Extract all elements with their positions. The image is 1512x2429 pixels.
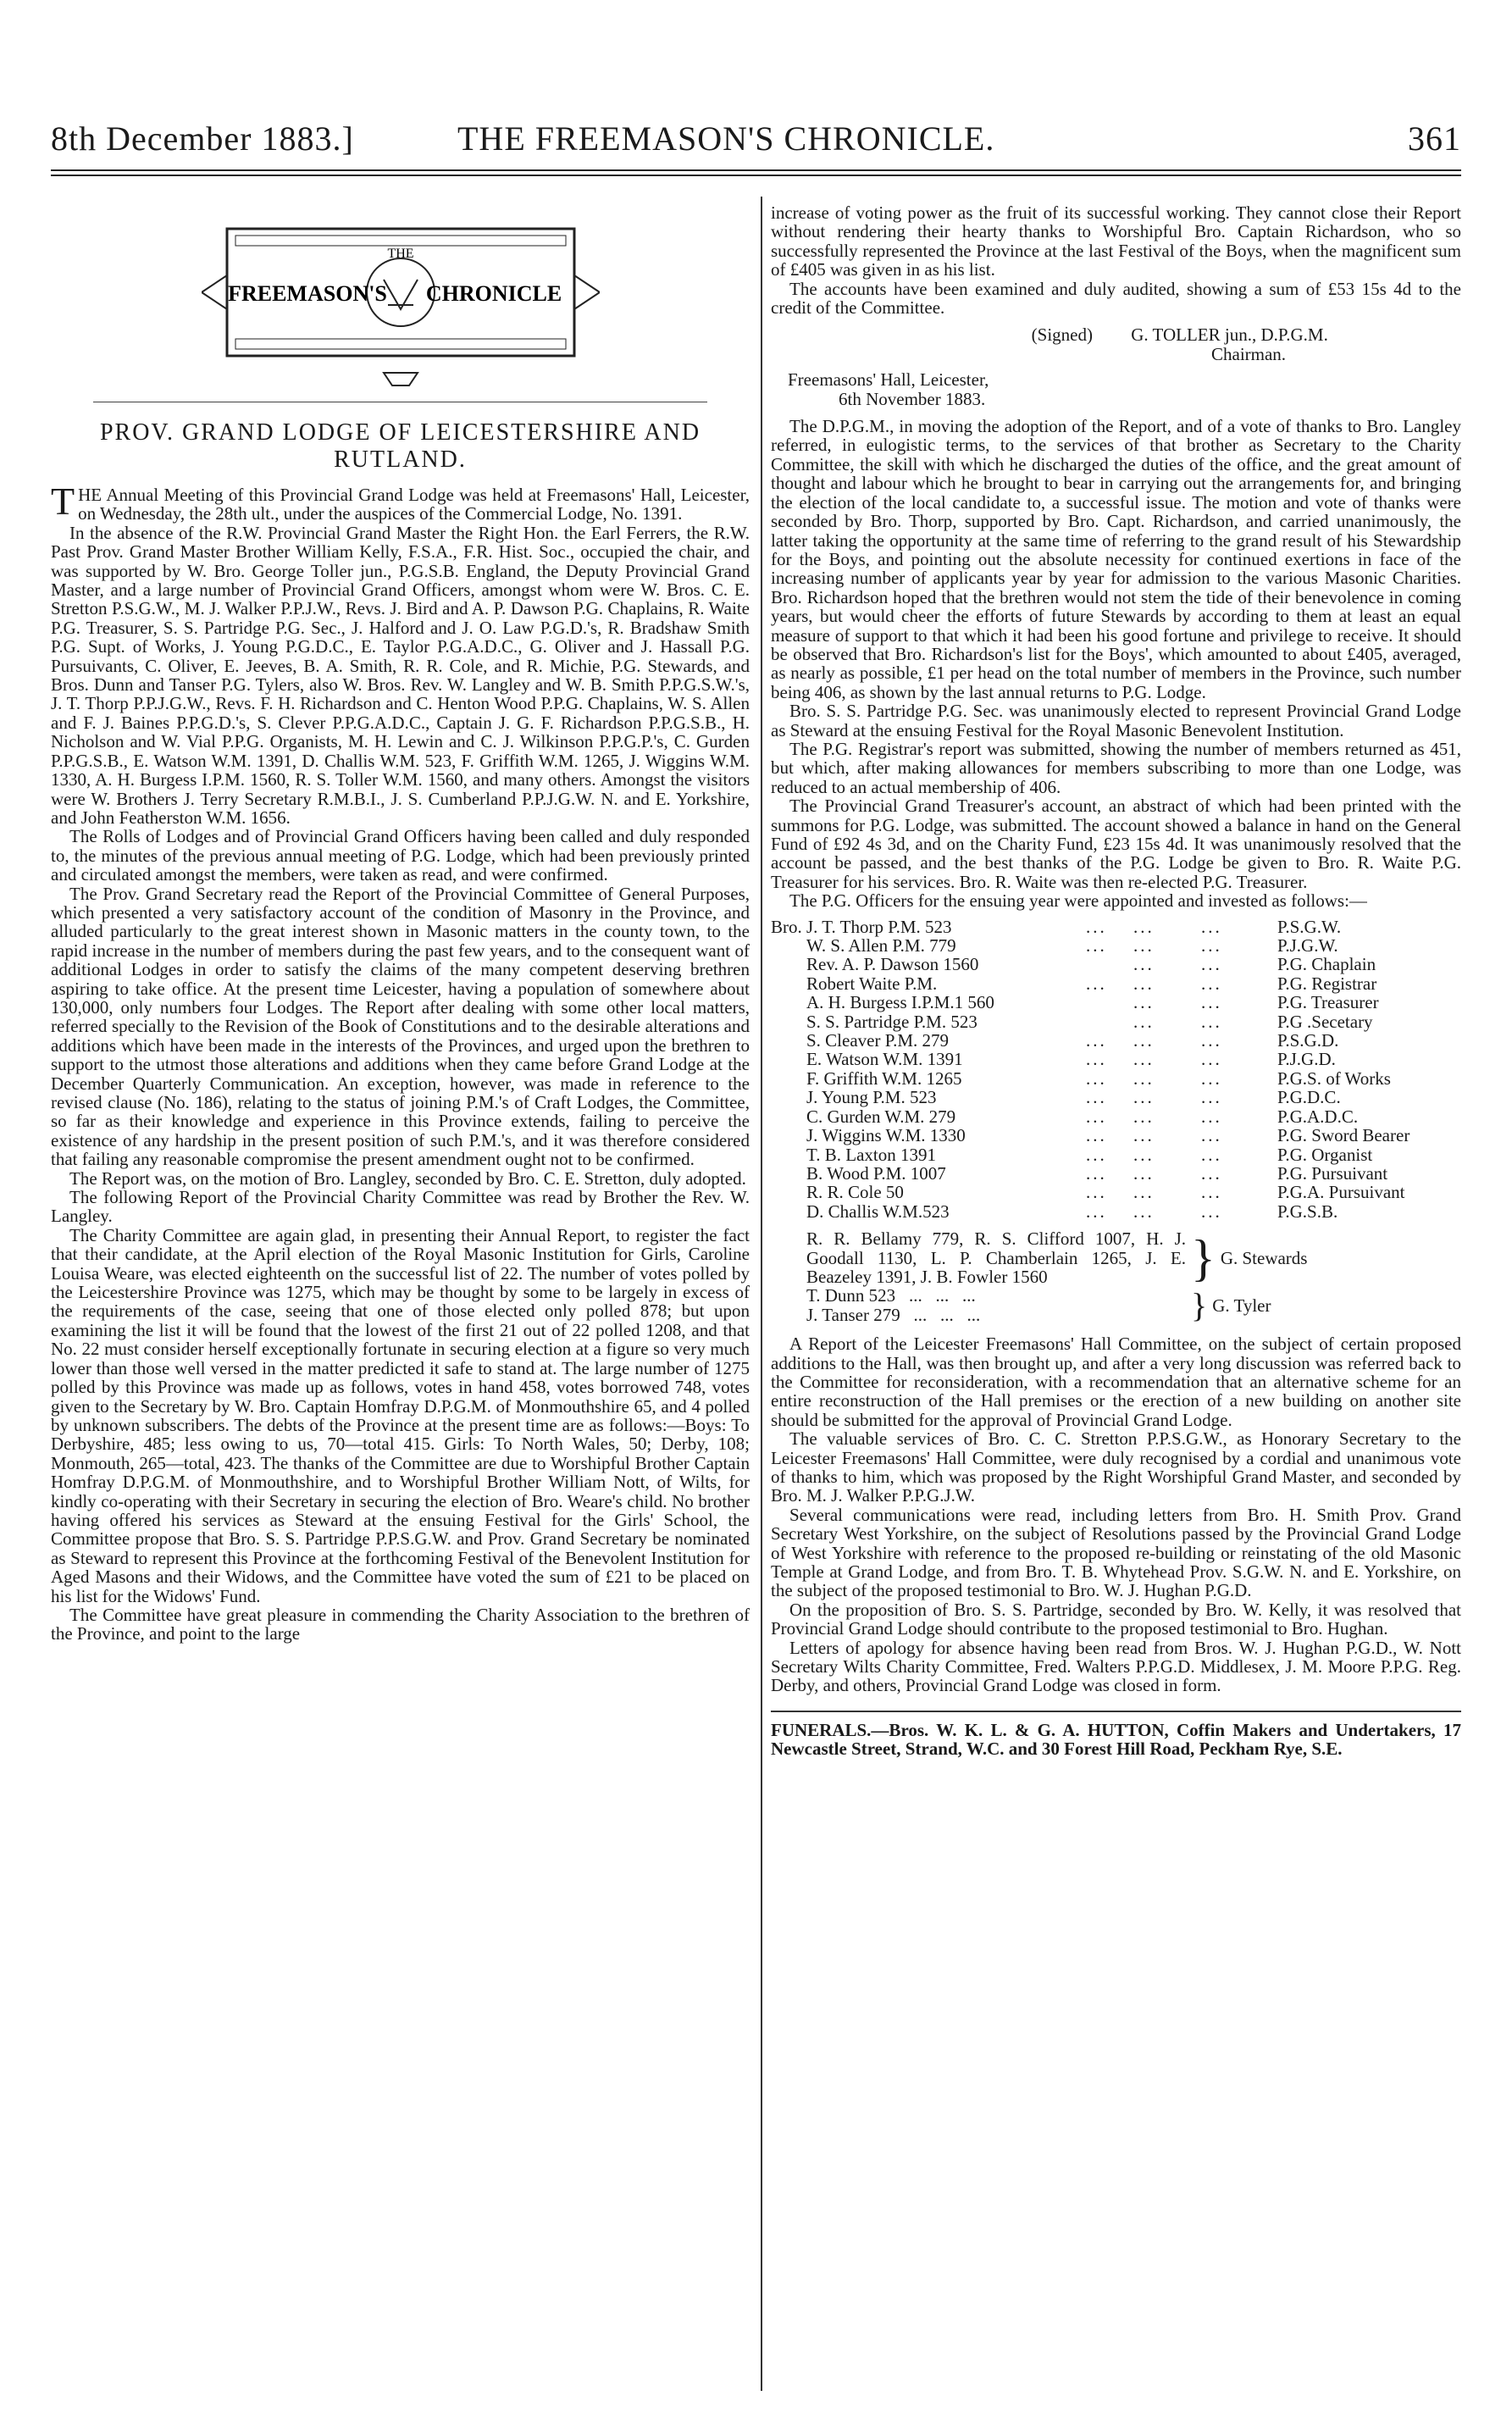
funerals-advertisement: FUNERALS.—Bros. W. K. L. & G. A. HUTTON, Coffin Makers and Undertakers, 17 Newcastle Street, Strand, W.C. and 30 Forest Hill Road, Peckham Rye, S.E. [771, 1711, 1461, 1759]
leader-dots: ... [1133, 1201, 1155, 1222]
leader-dots: ... [1133, 916, 1155, 937]
paragraph: Bro. S. S. Partridge P.G. Sec. was unanimously elected to represent Provincial Grand Lodge as Steward at the ensuing Festival for the Royal Masonic Benevolent Institution. [771, 701, 1461, 740]
leader-dots: ... [1201, 1144, 1222, 1165]
paragraph: The Report was, on the motion of Bro. Langley, seconded by Bro. C. E. Stretton, duly adopted. [69, 1167, 746, 1189]
officer-row [771, 1012, 1410, 1031]
leader-dots: ... [1086, 1049, 1107, 1070]
leader-dots: ... [1201, 1068, 1222, 1089]
officer-prefix [771, 1069, 806, 1088]
paragraph: A Report of the Leicester Freemasons' Hall Committee, on the subject of certain proposed additions to the Hall, was then brought up, and after a very long discussion was referred back to the Committee for reconsideration, with a recommendation that an alternative scheme for an entire reconstruction of the Hall premises or the erection of a new building on another site should be submitted for the approval of Provincial Grand Lodge. [771, 1334, 1461, 1430]
paragraph: On the proposition of Bro. S. S. Partridge, seconded by Bro. W. Kelly, it was resolved that Provincial Grand Lodge should contribute to the proposed testimonial to Bro. Hughan. [771, 1599, 1461, 1639]
officer-office: P.J.G.W. [1277, 935, 1338, 957]
stewards-office: G. Stewards [1220, 1247, 1308, 1268]
officer-row [771, 918, 1410, 936]
leader-dots: ... [1133, 992, 1155, 1013]
officer-office: P.G.D.C. [1277, 1087, 1341, 1108]
tylers-office: G. Tyler [1212, 1295, 1271, 1316]
leader-dots: ... [1201, 1087, 1222, 1108]
officer-office: P.G. Registrar [1277, 973, 1377, 994]
officer-row [771, 1145, 1410, 1164]
officer-name: B. Wood P.M. 1007 [806, 1162, 946, 1184]
leader-dots: ... [1201, 1030, 1222, 1051]
address-block [788, 370, 1461, 408]
officers-table [771, 918, 1410, 1222]
leader-dots: ... [1133, 1125, 1155, 1146]
leader-dots: ... [1201, 1011, 1222, 1032]
leader-dots: ... [1201, 935, 1222, 957]
signatory-role: Chairman. [1211, 343, 1287, 364]
officer-name: C. Gurden W.M. 279 [806, 1106, 956, 1127]
officer-prefix [771, 1202, 806, 1221]
paragraph: The Rolls of Lodges and of Provincial Grand Officers having been called and duly responded to, the minutes of the previous annual meeting of P.G. Lodge, which had been previously printed and circulated amongst the members, were taken as read, and were confirmed. [51, 826, 750, 885]
officer-row [771, 955, 1410, 973]
officer-prefix [771, 1107, 806, 1126]
issue-date: 8th December 1883.] [51, 119, 354, 158]
leader-dots: ... [1086, 973, 1107, 994]
leader-dots: ... [1201, 1201, 1222, 1222]
leader-dots: ... [1086, 1162, 1107, 1184]
officer-row [771, 1164, 1410, 1183]
officer-name: A. H. Burgess I.P.M.1 560 [806, 992, 994, 1013]
officer-office: P.S.G.W. [1277, 916, 1342, 937]
officer-office: P.G.S.B. [1277, 1201, 1338, 1222]
signatory-name: G. TOLLER jun., D.P.G.M. [1131, 324, 1328, 346]
officer-row [771, 974, 1410, 993]
officer-prefix [771, 1031, 806, 1050]
leader-dots: ... [1086, 1087, 1107, 1108]
officer-name: D. Challis W.M.523 [806, 1201, 950, 1222]
header-rule [51, 169, 1461, 171]
officer-prefix [771, 1012, 806, 1031]
leader-dots: ... [1201, 916, 1222, 937]
officer-name: T. B. Laxton 1391 [806, 1144, 937, 1165]
leader-dots: ... [1133, 1068, 1155, 1089]
leader-dots: ... [1133, 1182, 1155, 1203]
leader-dots: ... [1086, 1106, 1107, 1127]
paragraph: The following Report of the Provincial Charity Committee was read by Brother the Rev. W. Langley. [51, 1187, 750, 1227]
paragraph: Letters of apology for absence having been read from Bros. W. J. Hughan P.G.D., W. Nott Secretary Wilts Charity Committee, Fred. Walters P.P.G.D. Middlesex, J. M. Moore P.P.G. Reg. Derby, and others, Provincial Grand Lodge was closed in form. [771, 1637, 1461, 1696]
officer-name: J. Young P.M. 523 [806, 1087, 937, 1108]
stewards-names: R. R. Bellamy 779, R. S. Clifford 1007, H. J. Goodall 1130, L. P. Chamberlain 1265, J. E. Beazeley 1391, J. B. Fowler 1560 [806, 1228, 1186, 1287]
officer-office: P.G. Chaplain [1277, 954, 1376, 975]
signature-block [771, 325, 1461, 363]
officer-name: E. Watson W.M. 1391 [806, 1049, 963, 1070]
right-column [771, 203, 1461, 1759]
address-line: Freemasons' Hall, Leicester, [788, 369, 989, 391]
paragraph: The P.G. Registrar's report was submitted, showing the number of members returned as 451, but which, after making allowances for members subscribing to more than one Lodge, was reduced to an actual membership of 406. [771, 738, 1461, 797]
paragraph: increase of voting power as the fruit of its successful working. They cannot close their Report without rendering their hearty thanks to Worshipful Bro. Captain Richardson, who so successfully represented the Province at the last Festival of the Boys, when the magnificent sum of £405 was given in as his list. [771, 202, 1461, 280]
left-column [51, 203, 750, 1644]
column-divider [761, 197, 762, 2391]
leader-dots: ... [1201, 1162, 1222, 1184]
officer-name: W. S. Allen P.M. 779 [806, 935, 956, 957]
leader-dots: ... [1201, 1049, 1222, 1070]
leader-dots: ... [1133, 1162, 1155, 1184]
paragraph: The P.G. Officers for the ensuing year were appointed and invested as follows:— [789, 890, 1367, 912]
officer-row [771, 1069, 1410, 1088]
officer-office: P.G. Treasurer [1277, 992, 1379, 1013]
officer-row [771, 1107, 1410, 1126]
officer-name: S. Cleaver P.M. 279 [806, 1030, 949, 1051]
officer-office: P.G.A.D.C. [1277, 1106, 1359, 1127]
officer-name: Rev. A. P. Dawson 1560 [806, 954, 979, 975]
leader-dots: ... [1133, 1049, 1155, 1070]
officer-prefix [771, 1164, 806, 1183]
leader-dots: ... [1133, 1106, 1155, 1127]
brace-icon: } [1191, 1229, 1216, 1286]
officer-name: F. Griffith W.M. 1265 [806, 1068, 962, 1089]
tylers-group [806, 1286, 1461, 1324]
officer-prefix [771, 1183, 806, 1201]
leader-dots: ... [1133, 1087, 1155, 1108]
officer-name: J. Wiggins W.M. 1330 [806, 1125, 966, 1146]
leader-dots [1086, 955, 1133, 973]
officer-row [771, 993, 1410, 1012]
leader-dots: ... [1086, 1125, 1107, 1146]
paragraph: The accounts have been examined and duly audited, showing a sum of £53 15s 4d to the credit of the Committee. [771, 278, 1461, 319]
officer-prefix: Bro. [771, 916, 802, 937]
officer-name: R. R. Cole 50 [806, 1182, 904, 1203]
officer-prefix [771, 993, 806, 1012]
officer-row [771, 936, 1410, 955]
officer-office: P.J.G.D. [1277, 1049, 1336, 1070]
logo-right-text: CHRONICLE [425, 281, 562, 306]
officer-office: P.G. Organist [1277, 1144, 1373, 1165]
paragraph: The Provincial Grand Treasurer's account, an abstract of which had been printed with the summons for P.G. Lodge, was submitted. The account showed a balance in hand on the General Fund of £92 4s 3d, and on the Charity Fund, £23 15s 4d. It was unanimously resolved that the account be passed, and the best thanks of the P.G. Lodge be given to Bro. R. Waite P.G. Treasurer for his services. Bro. R. Waite was then re-elected P.G. Treasurer. [771, 796, 1461, 892]
leader-dots: ... [1201, 1125, 1222, 1146]
leader-dots: ... [1201, 1182, 1222, 1203]
paragraph: THE Annual Meeting of this Provincial Grand Lodge was held at Freemasons' Hall, Leicester, on Wednesday, the 28th ult., under the auspices of the Commercial Lodge, No. 1391. [51, 480, 750, 524]
leader-dots: ... [1086, 935, 1107, 957]
officer-prefix [771, 1088, 806, 1106]
leader-dots: ... [1086, 1144, 1107, 1165]
paragraph: The Committee have great pleasure in commending the Charity Association to the brethren of the Province, and point to the large [51, 1604, 750, 1644]
officer-office: P.S.G.D. [1277, 1030, 1339, 1051]
officer-prefix [771, 1050, 806, 1068]
officer-office: P.G. Pursuivant [1277, 1162, 1388, 1184]
stewards-group [806, 1229, 1461, 1286]
paragraph: The Prov. Grand Secretary read the Report of the Provincial Committee of General Purposes, which presented a very satisfactory account of the condition of Masonry in the Province, and alluded particularly to the great interest shown in Masonic matters in the county town, to the rapid increase in the number of members during the past few years, and to the consequent want of additional Lodges in order to satisfy the claims of the many competent deserving brethren aspiring to take office. At the present time Leicester, having a population of somewhere about 130,000, only numbers four Lodges. The Report after dealing with some other local matters, referred specially to the Revision of the Book of Constitutions and to the desirable alterations and additions which have been made in the interests of the Provinces, and urged upon the brethren to support to the utmost those alterations and additions when they came before Grand Lodge at the December Quarterly Communication. An exception, however, was made in reference to the revised clause (No. 186), relating to the status of joining P.M.'s of Craft Lodges, the Committee, so far as their knowledge and experience in this Province extends, failing to perceive the existence of any hardship in the present position of such P.M.'s, and it was therefore considered that failing any reasonable compromise the present amendment ought not to be confirmed. [51, 883, 750, 1170]
paragraph: Several communications were read, including letters from Bro. H. Smith Prov. Grand Secretary West Yorkshire, on the subject of Resolutions passed by the Provincial Grand Lodge of West Yorkshire with reference to the proposed re-building or reinstating of the old Masonic Temple at Grand Lodge, and from Bro. T. B. Whytehead Prov. S.G.W. N. and E. Yorkshire, on the subject of the proposed testimonial to Bro. W. J. Hughan P.G.D. [771, 1504, 1461, 1601]
article-title: PROV. GRAND LODGE OF LEICESTERSHIRE AND RUTLAND. [99, 419, 701, 473]
chronicle-masthead-logo [202, 212, 600, 390]
officer-office: P.G. Sword Bearer [1277, 1125, 1410, 1146]
logo-left-text: FREEMASON'S [227, 281, 387, 306]
header-rule-thin [51, 175, 1461, 176]
officer-row [771, 1031, 1410, 1050]
leader-dots: ... [1086, 1068, 1107, 1089]
running-header [51, 119, 1461, 169]
paragraph: The Charity Committee are again glad, in presenting their Annual Report, to register the fact that their candidate, at the April election of the Royal Masonic Institution for Girls, Caroline Louisa Weare, was elected eighteenth on the successful list of 22. The number of votes polled by the Leicestershire Province was 1275, which may be thought by some to be largely in excess of the requirements of the case, seeing that one of those elected only polled 878; but upon examining the list it will be found that the lowest of the first 21 out of 22 polled 1208, and that No. 22 must consider herself exceptionally fortunate in securing election at a figure so very much lower than those well versed in the matter predicted it safe to stand at. The large number of 1275 polled by this Province was made up as follows, votes in hand 458, votes borrowed 748, votes given to the Secretary by W. Bro. Captain Homfray D.P.G.M. of Monmouthshire 65, and 4 polled by unknown subscribers. The debts of the Province at the present time are as follows:—Boys: To Derbyshire, 485; less owing to us, 70—total 415. Girls: To North Wales, 50; Derby, 108; Monmouth, 265—total, 423. The thanks of the Committee are due to Worshipful Brother Captain Homfray D.P.G.M. of Monmouthshire, and to Worshipful Brother William Nott, of Wilts, for kindly co-operating with their Secretary in securing the election of Bro. Weare's child. No brother having offered his services as Steward at the ensuing Festival for the Girls' School, the Committee propose that Bro. S. S. Partridge P.P.S.G.W. and Prov. Grand Secretary be nominated as Steward to represent this Province at the forthcoming Festival of the Benevolent Institution for Aged Masons and their Widows, and the Committee have voted the sum of £21 to be placed on his list for the Widows' Fund. [51, 1224, 750, 1606]
paragraph: In the absence of the R.W. Provincial Grand Master the Right Hon. the Earl Ferrers, the R.W. Past Prov. Grand Master Brother William Kelly, F.S.A., F.R. Hist. Soc., occupied the chair, and was supported by W. Bro. George Toller jun., P.G.S.B. England, the Deputy Provincial Grand Master, and a large number of Provincial Grand Officers, amongst whom were W. Bros. C. E. Stretton P.S.G.W., M. J. Walker P.P.J.W., Revs. J. Bird and A. P. Dawson P.G. Chaplains, R. Waite P.G. Treasurer, S. S. Partridge P.G. Sec., J. Halford and J. O. Law P.G.D.'s, R. Bradshaw Smith P.G. Supt. of Works, J. Young P.G.D.C., E. Taylor P.G.A.D.C., G. Oliver and J. Hassall P.G. Pursuivants, C. Oliver, E. Jeeves, B. A. Smith, R. R. Cole, and R. Michie, P.G. Stewards, and Bros. Dunn and Tanser P.G. Tylers, also W. Bros. Rev. W. Langley and W. B. Smith P.P.G.S.W.'s, J. T. Thorp P.P.J.G.W., Revs. F. H. Richardson and C. Henton Wood P.P.G. Chaplains, W. S. Allen and F. J. Baines P.P.G.D.'s, S. Clever P.P.G.A.D.C., Captain J. G. F. Richardson P.P.G.S.B., H. Nicholson and W. Vial P.P.G. Organists, M. H. Lewin and C. J. Wilkinson P.P.G.P.'s, C. Gurden P.P.G.S.B., E. Watson W.M. 1391, D. Challis W.M. 523, F. Griffith W.M. 1265, J. Wiggins W.M. 1330, A. H. Burgess I.P.M. 1560, R. S. Toller W.M. 1560, and many others. Amongst the visitors were W. Brothers J. Terry Secretary R.M.B.I., J. S. Cumberland P.P.J.G.W. N. and E. Yorkshire, and John Featherston W.M. 1656. [51, 522, 750, 828]
address-date: 6th November 1883. [839, 388, 986, 409]
signed-label: (Signed) [1031, 324, 1093, 346]
officer-row [771, 1183, 1410, 1201]
officer-name: Robert Waite P.M. [806, 973, 938, 994]
leader-dots: ... [1086, 916, 1107, 937]
officer-row [771, 1088, 1410, 1106]
paragraph: The D.P.G.M., in moving the adoption of the Report, and of a vote of thanks to Bro. Langley referred, in eulogistic terms, to the services of that brother as Secretary to the Charity Committee, the skill with which he discharged the duties of the office, and the great amount of thought and labour which he brought to bear in carrying out the arrangements for, and bringing the election of the local candidate to, a successful issue. The motion and vote of thanks were seconded by Bro. Thorp, supported by Bro. Capt. Richardson, and carried unanimously, the latter taking the opportunity at the same time of referring to the grand result of his Stewardship for the Boys, and pointing out the absolute necessity for continued exertions in face of the increasing number of applicants year by year for admission to the various Masonic Charities. Bro. Richardson hoped that the brethren would not stem the tide of their benevolence in coming years, but would cheer the efforts of future Stewards by according to them at least an equal measure of support to that which it had been his good fortune and privilege to receive. It should be observed that Bro. Richardson's list for the Boys', which amounted to about £405, averaged, as nearly as possible, £1 per head on the total number of members in the Province, such number being 406, as shown by the last annual returns to P.G. Lodge. [771, 416, 1461, 702]
tyler-entry: T. Dunn 523 ... ... ... [806, 1285, 976, 1306]
officer-office: P.G .Secetary [1277, 1011, 1373, 1032]
leader-dots: ... [1201, 954, 1222, 975]
officer-prefix [771, 1145, 806, 1164]
leader-dots: ... [1201, 973, 1222, 994]
leader-dots: ... [1133, 1030, 1155, 1051]
drop-cap: T [51, 480, 75, 523]
brace-icon: } [1191, 1285, 1208, 1324]
officer-prefix [771, 955, 806, 973]
leader-dots: ... [1133, 973, 1155, 994]
officer-prefix [771, 936, 806, 955]
leader-dots: ... [1086, 1030, 1107, 1051]
leader-dots: ... [1133, 1011, 1155, 1032]
officer-prefix [771, 974, 806, 993]
publication-title: THE FREEMASON'S CHRONICLE. [457, 119, 995, 158]
officer-row [771, 1050, 1410, 1068]
tyler-entry: J. Tanser 279 ... ... ... [806, 1304, 981, 1325]
paragraph: The valuable services of Bro. C. C. Stretton P.P.S.G.W., as Honorary Secretary to the Leicester Freemasons' Hall Committee, were duly recognised by a cordial and unanimous vote of thanks to him, which was proposed by the Right Worshipful Grand Master, and seconded by Bro. M. J. Walker P.P.G.J.W. [771, 1428, 1461, 1506]
officer-row [771, 1202, 1410, 1221]
officer-office: P.G.A. Pursuivant [1277, 1182, 1405, 1203]
leader-dots: ... [1201, 992, 1222, 1013]
leader-dots: ... [1133, 954, 1155, 975]
leader-dots: ... [1133, 1144, 1155, 1165]
officer-prefix [771, 1126, 806, 1145]
officer-name: S. S. Partridge P.M. 523 [806, 1011, 978, 1032]
leader-dots: ... [1201, 1106, 1222, 1127]
leader-dots [1086, 993, 1133, 1012]
leader-dots: ... [1086, 1182, 1107, 1203]
officer-office: P.G.S. of Works [1277, 1068, 1391, 1089]
page-number: 361 [1408, 119, 1461, 158]
officer-row [771, 1126, 1410, 1145]
leader-dots [1086, 1012, 1133, 1031]
logo-top-text: THE [386, 247, 414, 261]
officer-name: J. T. Thorp P.M. 523 [806, 916, 952, 937]
leader-dots: ... [1133, 935, 1155, 957]
leader-dots: ... [1086, 1201, 1107, 1222]
